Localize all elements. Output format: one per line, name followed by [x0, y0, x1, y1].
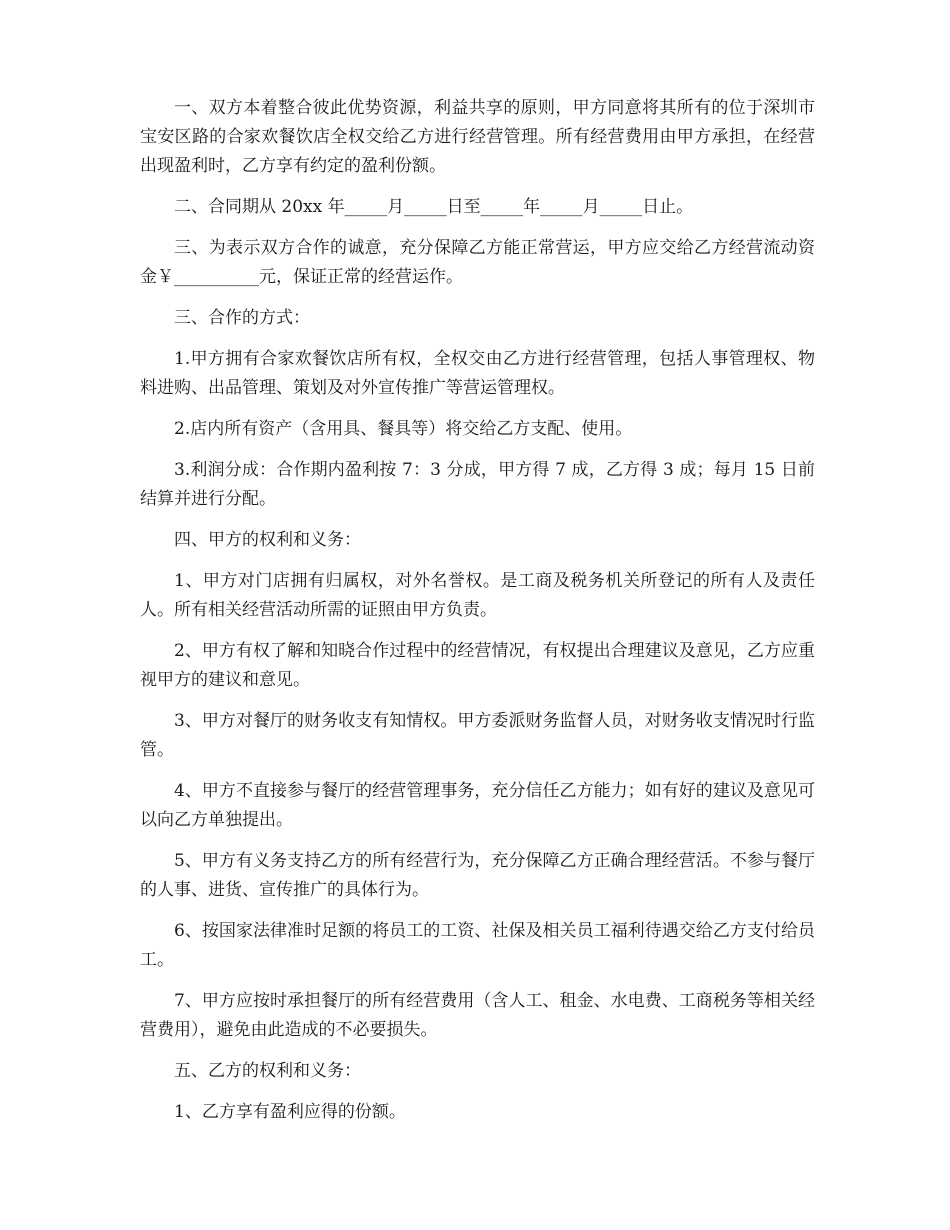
clause-party-a-6: 6、按国家法律准时足额的将员工的工资、社保及相关员工福利待遇交给乙方支付给员工。: [140, 921, 815, 970]
section-heading-party-b-rights: 五、乙方的权利和义务：: [174, 1061, 361, 1081]
clause-party-a-1: 1、甲方对门店拥有归属权，对外名誉权。是工商及税务机关所登记的所有人及责任人。所有相关经营活动所需的证照由甲方负责。: [140, 571, 815, 620]
clause-assets: 2.店内所有资产（含用具、餐具等）将交给乙方支配、使用。: [174, 419, 633, 439]
clause-contract-period: 二、合同期从 20xx 年_____月_____日至_____年_____月_____日止。: [174, 197, 694, 217]
document-body: [140, 94, 815, 1139]
clause-working-capital: 三、为表示双方合作的诚意，充分保障乙方能正常营运，甲方应交给乙方经营流动资金￥__________元，保证正常的经营运作。: [140, 238, 815, 287]
clause-ownership-management: 1.甲方拥有合家欢餐饮店所有权，全权交由乙方进行经营管理，包括人事管理权、物料进购、出品管理、策划及对外宣传推广等营运管理权。: [140, 349, 815, 398]
clause-party-a-5: 5、甲方有义务支持乙方的所有经营行为，充分保障乙方正确合理经营活。不参与餐厅的人事、进货、宣传推广的具体行为。: [140, 851, 815, 900]
section-heading-party-a-rights: 四、甲方的权利和义务：: [174, 530, 361, 550]
clause-party-a-3: 3、甲方对餐厅的财务收支有知情权。甲方委派财务监督人员，对财务收支情况时行监管。: [140, 711, 815, 760]
clause-party-a-4: 4、甲方不直接参与餐厅的经营管理事务，充分信任乙方能力；如有好的建议及意见可以向乙方单独提出。: [140, 781, 815, 830]
clause-cooperation-principle: 一、双方本着整合彼此优势资源，利益共享的原则，甲方同意将其所有的位于深圳市宝安区路的合家欢餐饮店全权交给乙方进行经营管理。所有经营费用由甲方承担，在经营出现盈利时，乙方享有约定的盈利份额。: [140, 98, 815, 176]
section-heading-cooperation-method: 三、合作的方式：: [174, 308, 310, 328]
clause-party-b-1: 1、乙方享有盈利应得的份额。: [174, 1102, 406, 1122]
clause-party-a-7: 7、甲方应按时承担餐厅的所有经营费用（含人工、租金、水电费、工商税务等相关经营费用），避免由此造成的不必要损失。: [140, 991, 815, 1040]
clause-profit-sharing: 3.利润分成：合作期内盈利按 7：3 分成，甲方得 7 成，乙方得 3 成；每月 15 日前结算并进行分配。: [140, 460, 815, 509]
clause-party-a-2: 2、甲方有权了解和知晓合作过程中的经营情况，有权提出合理建议及意见，乙方应重视甲方的建议和意见。: [140, 641, 815, 690]
